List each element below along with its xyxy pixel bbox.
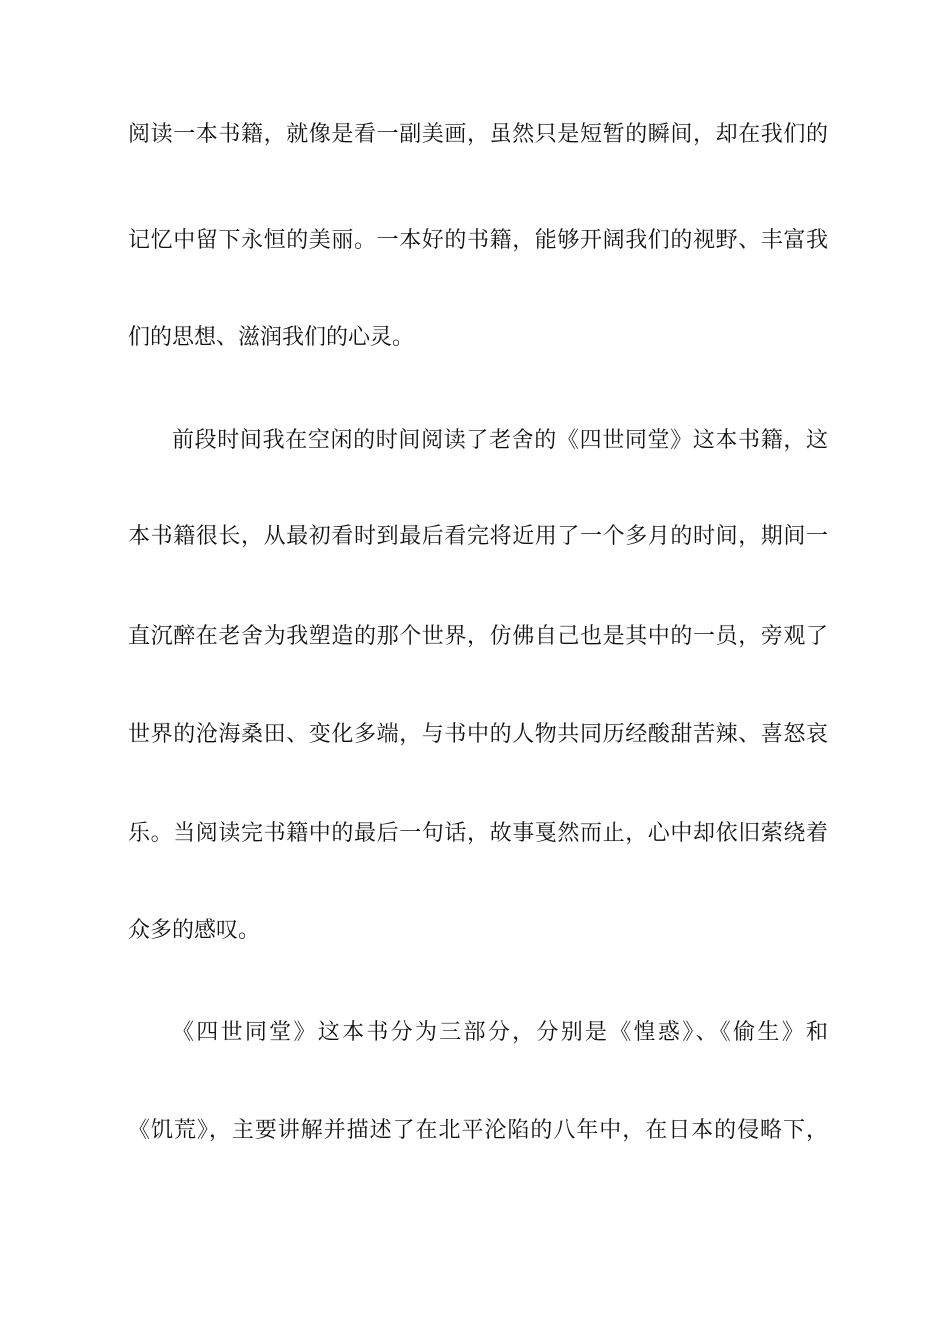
- text-line: 记忆中留下永恒的美丽。一本好的书籍，能够开阔我们的视野、丰富我: [128, 228, 828, 253]
- text-line: 前段时间我在空闲的时间阅读了老舍的《四世同堂》这本书籍，这: [172, 428, 828, 453]
- text-line: 《四世同堂》这本书分为三部分，分别是《惶惑》、《偷生》和: [172, 1020, 828, 1045]
- text-line: 本书籍很长，从最初看时到最后看完将近用了一个多月的时间，期间一: [128, 524, 828, 549]
- text-line: 们的思想、滋润我们的心灵。: [128, 325, 415, 350]
- text-line: 众多的感叹。: [128, 918, 261, 943]
- text-line: 直沉醉在老舍为我塑造的那个世界，仿佛自己也是其中的一员，旁观了: [128, 624, 828, 649]
- text-line: 乐。当阅读完书籍中的最后一句话，故事戛然而止，心中却依旧萦绕着: [128, 821, 828, 846]
- text-line: 世界的沧海桑田、变化多端，与书中的人物共同历经酸甜苦辣、喜怒哀: [128, 722, 828, 747]
- text-line: 阅读一本书籍，就像是看一副美画，虽然只是短暂的瞬间，却在我们的: [128, 122, 828, 147]
- text-line: 《饥荒》，主要讲解并描述了在北平沦陷的八年中，在日本的侵略下，: [128, 1118, 828, 1143]
